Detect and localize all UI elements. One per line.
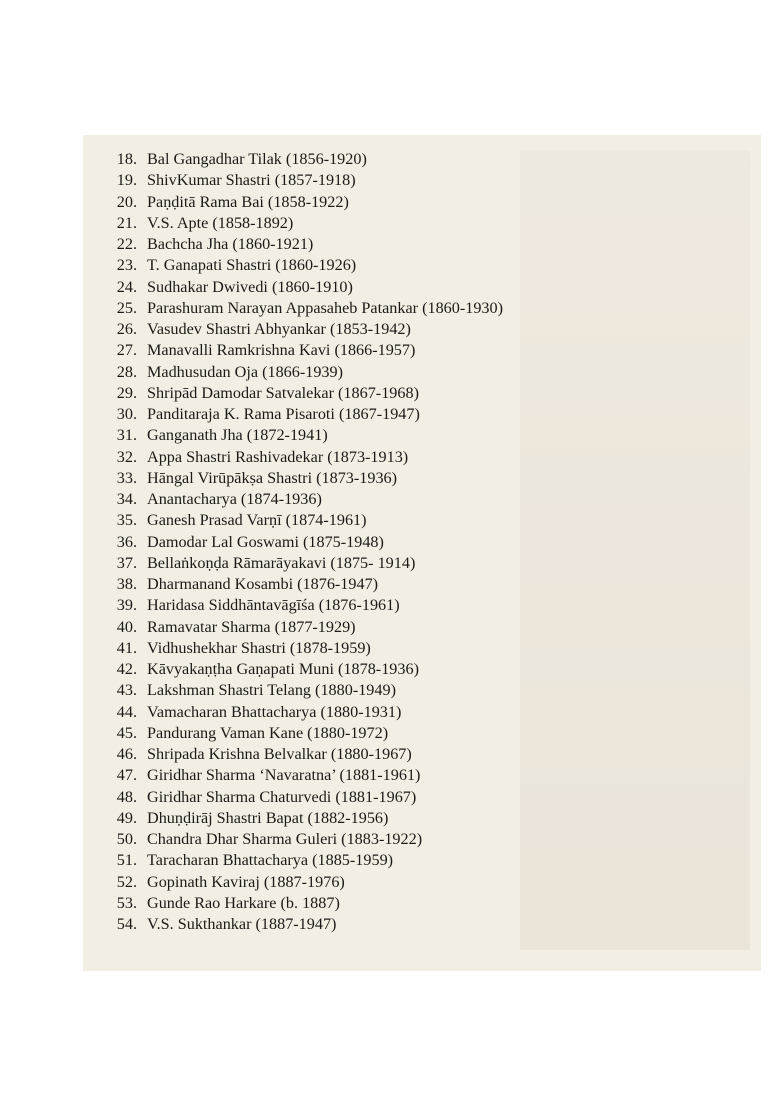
item-text: ShivKumar Shastri (1857-1918): [147, 171, 356, 190]
item-text: Bellaṅkoṇḍa Rāmarāyakavi (1875- 1914): [147, 553, 416, 572]
item-number: 37.: [116, 553, 137, 572]
item-number: 34.: [116, 490, 137, 508]
list-item: [105, 574, 503, 595]
list-item: [105, 404, 503, 425]
item-text: Giridhar Sharma Chaturvedi (1881-1967): [147, 787, 417, 806]
list-item: [105, 298, 503, 319]
list-item: [105, 787, 503, 808]
item-number: 39.: [116, 596, 137, 615]
item-text: Vasudev Shastri Abhyankar (1853-1942): [147, 320, 411, 338]
item-number: 30.: [116, 405, 137, 423]
item-number: 49.: [116, 808, 137, 827]
item-number: 25.: [116, 298, 137, 317]
list-item: [105, 680, 503, 701]
show-through-shadow: [520, 150, 750, 950]
item-number: 36.: [116, 532, 137, 551]
item-text: Hāngal Virūpākṣa Shastri (1873-1936): [147, 468, 398, 487]
list-item: [105, 532, 503, 553]
item-text: Sudhakar Dwivedi (1860-1910): [147, 277, 353, 296]
item-text: Appa Shastri Rashivadekar (1873-1913): [147, 447, 409, 466]
item-number: 53.: [116, 893, 137, 912]
item-text: Anantacharya (1874-1936): [147, 490, 322, 508]
item-text: Parashuram Narayan Appasaheb Patankar (1860-1930): [147, 298, 504, 317]
item-number: 46.: [116, 745, 137, 763]
item-number: 51.: [116, 851, 137, 870]
list-item: [105, 277, 503, 298]
item-text: Kāvyakaṇṭha Gaṇapati Muni (1878-1936): [147, 660, 419, 678]
list-item: [105, 744, 503, 765]
item-text: V.S. Apte (1858-1892): [147, 213, 294, 232]
item-text: Gunde Rao Harkare (b. 1887): [147, 893, 340, 912]
list-item: [105, 170, 503, 191]
item-number: 35.: [116, 511, 137, 530]
item-text: Pandurang Vaman Kane (1880-1972): [147, 723, 389, 742]
scholar-list: [105, 149, 503, 935]
item-text: T. Ganapati Shastri (1860-1926): [147, 256, 357, 275]
item-number: 20.: [116, 192, 137, 211]
item-number: 26.: [116, 320, 137, 338]
list-item: [105, 617, 503, 638]
list-item: [105, 213, 503, 234]
item-text: Ganganath Jha (1872-1941): [147, 426, 328, 445]
item-text: Ganesh Prasad Varṇī (1874-1961): [147, 511, 367, 530]
item-text: Bachcha Jha (1860-1921): [147, 235, 314, 253]
list-item: [105, 659, 503, 680]
item-number: 22.: [116, 235, 137, 253]
item-text: Paṇḍitā Rama Bai (1858-1922): [147, 192, 349, 211]
item-number: 48.: [116, 787, 137, 806]
list-item: [105, 553, 503, 574]
item-text: Taracharan Bhattacharya (1885-1959): [147, 851, 394, 870]
list-item: [105, 595, 503, 616]
item-number: 28.: [116, 362, 137, 381]
list-item: [105, 765, 503, 786]
item-number: 42.: [116, 660, 137, 678]
list-item: [105, 340, 503, 361]
list-item: [105, 872, 503, 893]
list-item: [105, 149, 503, 170]
list-item: [105, 510, 503, 531]
item-number: 31.: [116, 426, 137, 445]
item-text: Shripād Damodar Satvalekar (1867-1968): [147, 383, 419, 402]
item-number: 44.: [116, 702, 137, 721]
item-number: 23.: [116, 256, 137, 275]
list-item: [105, 319, 503, 340]
list-item: [105, 893, 503, 914]
item-text: Dharmanand Kosambi (1876-1947): [147, 575, 379, 593]
item-text: Giridhar Sharma ‘Navaratna’ (1881-1961): [147, 766, 421, 785]
item-number: 21.: [116, 213, 137, 232]
item-number: 54.: [116, 915, 137, 933]
item-number: 38.: [116, 575, 137, 593]
list-item: [105, 383, 503, 404]
item-text: Haridasa Siddhāntavāgīśa (1876-1961): [147, 596, 400, 615]
item-number: 24.: [116, 277, 137, 296]
item-text: Bal Gangadhar Tilak (1856-1920): [147, 150, 367, 168]
item-number: 41.: [116, 638, 137, 657]
item-text: Vamacharan Bhattacharya (1880-1931): [147, 702, 402, 721]
item-number: 32.: [116, 447, 137, 466]
list-item: [105, 447, 503, 468]
item-text: Dhuṇḍirāj Shastri Bapat (1882-1956): [147, 808, 389, 827]
item-number: 19.: [116, 171, 137, 190]
list-item: [105, 638, 503, 659]
item-number: 18.: [116, 150, 137, 168]
item-text: Panditaraja K. Rama Pisaroti (1867-1947): [147, 405, 420, 423]
item-text: Vidhushekhar Shastri (1878-1959): [147, 638, 371, 657]
item-number: 27.: [116, 341, 137, 360]
item-number: 29.: [116, 383, 137, 402]
list-item: [105, 702, 503, 723]
item-text: Madhusudan Oja (1866-1939): [147, 362, 344, 381]
list-item: [105, 255, 503, 276]
list-item: [105, 234, 503, 255]
item-number: 47.: [116, 766, 137, 785]
item-text: Shripada Krishna Belvalkar (1880-1967): [147, 745, 412, 763]
item-text: Gopinath Kaviraj (1887-1976): [147, 872, 345, 891]
item-text: Ramavatar Sharma (1877-1929): [147, 617, 356, 636]
list-item: [105, 723, 503, 744]
item-number: 40.: [116, 617, 137, 636]
item-number: 50.: [116, 830, 137, 848]
list-item: [105, 362, 503, 383]
item-number: 45.: [116, 723, 137, 742]
item-text: Manavalli Ramkrishna Kavi (1866-1957): [147, 341, 416, 360]
item-text: V.S. Sukthankar (1887-1947): [147, 915, 337, 933]
item-text: Chandra Dhar Sharma Guleri (1883-1922): [147, 830, 423, 848]
list-item: [105, 914, 503, 935]
item-number: 33.: [116, 468, 137, 487]
list-item: [105, 808, 503, 829]
list-item: [105, 425, 503, 446]
list-item: [105, 468, 503, 489]
list-item: [105, 850, 503, 871]
list-item: [105, 489, 503, 510]
list-item: [105, 829, 503, 850]
item-number: 43.: [116, 681, 137, 700]
item-text: Lakshman Shastri Telang (1880-1949): [147, 681, 396, 700]
list-item: [105, 192, 503, 213]
item-number: 52.: [116, 872, 137, 891]
item-text: Damodar Lal Goswami (1875-1948): [147, 532, 384, 551]
